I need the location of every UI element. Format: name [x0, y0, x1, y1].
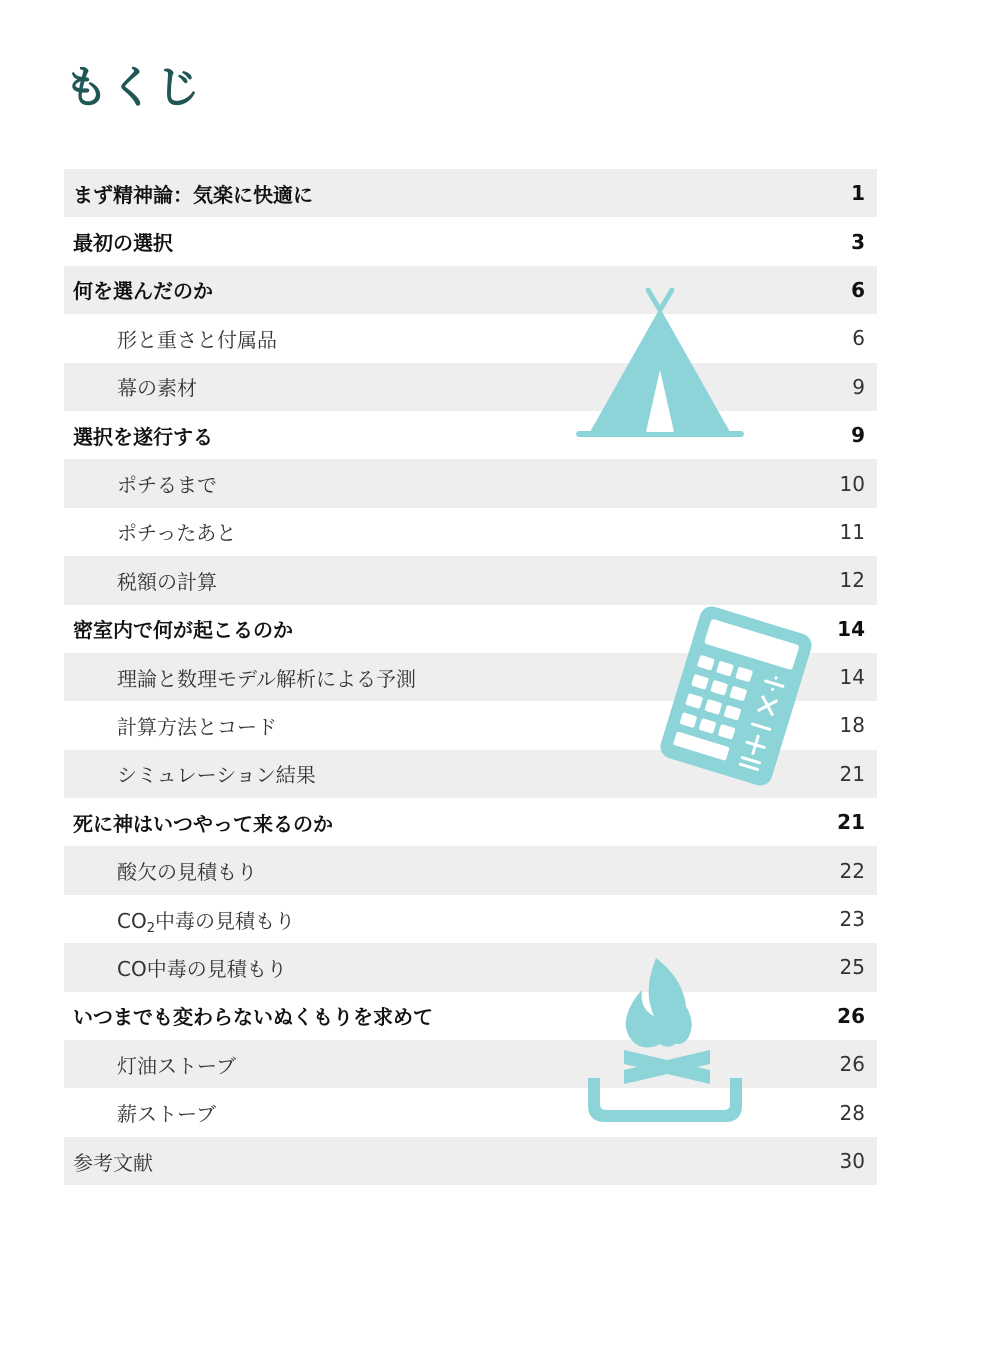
toc-entry-references[interactable] — [64, 1137, 877, 1185]
toc-entry-label: シミュレーション結果 — [117, 763, 316, 788]
toc-entry-section[interactable] — [64, 459, 877, 507]
toc-entry-section[interactable] — [64, 314, 877, 362]
toc-entry-label: 薪ストーブ — [117, 1102, 216, 1127]
toc-entry-page: 26 — [837, 1003, 865, 1028]
toc-entry-page: 9 — [852, 374, 865, 399]
toc-entry-chapter[interactable] — [64, 217, 877, 265]
toc-entry-label: 参考文献 — [73, 1150, 153, 1175]
toc-entry-label: 選択を遂行する — [73, 424, 213, 449]
toc-entry-label: 幕の素材 — [117, 376, 197, 401]
toc-entry-label: いつまでも変わらないぬくもりを求めて — [73, 1005, 433, 1030]
toc-entry-page: 3 — [851, 229, 865, 254]
toc-entry-label: 税額の計算 — [117, 569, 217, 594]
toc-entry-page: 14 — [837, 616, 865, 641]
toc-entry-page: 6 — [852, 326, 865, 351]
toc-entry-page: 28 — [839, 1100, 865, 1125]
toc-entry-page: 22 — [839, 858, 865, 883]
toc-entry-section[interactable] — [64, 1040, 877, 1088]
toc-entry-page: 11 — [839, 519, 865, 544]
toc-entry-chapter[interactable] — [64, 411, 877, 459]
toc-entry-section[interactable] — [64, 750, 877, 798]
toc-entry-page: 10 — [839, 471, 865, 496]
toc-entry-page: 23 — [839, 907, 865, 932]
toc-entry-page: 21 — [839, 761, 865, 786]
table-of-contents — [64, 169, 877, 1185]
toc-entry-chapter[interactable] — [64, 169, 877, 217]
toc-entry-label: 最初の選択 — [73, 231, 173, 256]
toc-entry-section[interactable] — [64, 943, 877, 991]
toc-entry-chapter[interactable] — [64, 605, 877, 653]
toc-entry-page: 9 — [851, 423, 865, 448]
toc-entry-section[interactable] — [64, 508, 877, 556]
toc-entry-section[interactable] — [64, 1088, 877, 1136]
toc-entry-label: ポチるまで — [117, 473, 217, 498]
toc-entry-page: 1 — [851, 181, 865, 206]
toc-entry-label: CO中毒の見積もり — [117, 956, 287, 981]
toc-entry-label: 死に神はいつやって来るのか — [73, 811, 333, 836]
toc-entry-page: 26 — [839, 1052, 865, 1077]
toc-entry-page: 14 — [839, 665, 865, 690]
toc-entry-label: 密室内で何が起こるのか — [73, 618, 293, 643]
co-text: CO — [117, 908, 147, 933]
toc-entry-section[interactable] — [64, 653, 877, 701]
page-title: もくじ — [64, 62, 202, 113]
label-suffix: 中毒の見積もり — [155, 908, 295, 933]
toc-entry-section[interactable] — [64, 363, 877, 411]
toc-entry-chapter[interactable] — [64, 992, 877, 1040]
toc-entry-page: 21 — [837, 810, 865, 835]
toc-entry-page: 12 — [839, 568, 865, 593]
toc-entry-label: 計算方法とコード — [117, 714, 277, 739]
toc-entry-page: 25 — [839, 955, 865, 980]
toc-entry-section[interactable] — [64, 846, 877, 894]
toc-entry-label: 理論と数理モデル解析による予測 — [117, 666, 416, 691]
toc-entry-section[interactable] — [64, 556, 877, 604]
toc-entry-label: 灯油ストーブ — [117, 1053, 236, 1078]
toc-entry-label: ポチったあと — [117, 521, 237, 546]
toc-entry-section[interactable] — [64, 895, 877, 943]
toc-entry-chapter[interactable] — [64, 266, 877, 314]
toc-entry-label: 酸欠の見積もり — [117, 860, 257, 885]
toc-entry-section[interactable] — [64, 701, 877, 749]
toc-entry-page: 30 — [839, 1149, 865, 1173]
toc-entry-chapter[interactable] — [64, 798, 877, 846]
toc-entry-page: 18 — [839, 713, 865, 738]
toc-entry-label: 何を選んだのか — [73, 279, 213, 304]
toc-entry-label: 形と重さと付属品 — [117, 327, 277, 352]
subscript-2: 2 — [146, 920, 155, 936]
toc-entry-page: 6 — [851, 277, 865, 302]
toc-entry-label — [64, 905, 797, 934]
toc-entry-label: まず精神論：気楽に快適に — [73, 182, 313, 207]
